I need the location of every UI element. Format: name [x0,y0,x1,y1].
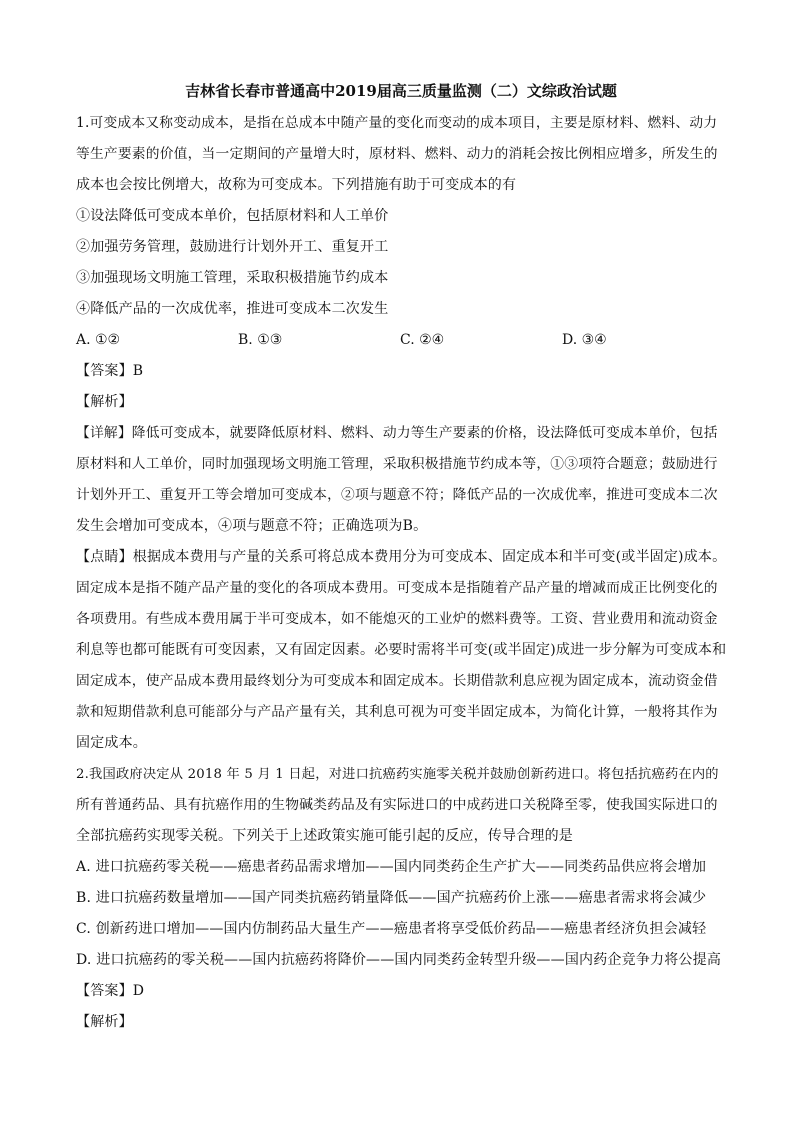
q2-analysis-heading: 【解析】 [76,1014,133,1030]
q1-stem-line: 1.可变成本又称变动成本，是指在总成本中随产量的变化而变动的成本项目，主要是原材料、燃料、动力 [76,115,718,131]
q1-option-d: D. ③④ [562,332,607,348]
q2-stem-line: 全部抗癌药实现零关税。下列关于上述政策实施可能引起的反应，传导合理的是 [76,828,573,844]
q1-options [76,325,726,356]
q1-tip-line: 固定成本是指不随产品产量的变化的各项成本费用。可变成本是指随着产品产量的增减而成正比例变化的 [76,580,718,596]
q2-stem-line: 2.我国政府决定从 2018 年 5 月 1 日起，对进口抗癌药实施零关税并鼓励创新药进口。将包括抗癌药在内的 [76,767,719,782]
q2-answer: 【答案】D [76,983,145,999]
q1-item: ④降低产品的一次成优率，推进可变成本二次发生 [76,301,389,317]
q1-answer: 【答案】B [76,363,144,379]
q1-tip-line: 【点睛】根据成本费用与产量的关系可将总成本费用分为可变成本、固定成本和半可变(或半固定)成本。 [76,549,727,565]
q1-tip-line: 固定成本，使产品成本费用最终划分为可变成本和固定成本。长期借款利息应视为固定成本，流动资金借 [76,673,718,689]
q1-detail-line: 原材料和人工单价，同时加强现场文明施工管理，采取积极措施节约成本等，①③项符合题意；鼓励进行 [76,456,718,472]
q1-tip-line: 款和短期借款利息可能部分与产品产量有关，其利息可视为可变半固定成本，为简化计算，一般将其作为 [76,704,718,720]
q1-tip-line: 固定成本。 [76,735,147,751]
q2-stem-line: 所有普通药品、具有抗癌作用的生物碱类药品及有实际进口的中成药进口关税降至零，使我国实际进口的 [76,797,718,813]
q1-option-c: C. ②④ [400,332,445,348]
page-title: 吉林省长春市普通高中2019届高三质量监测（二）文综政治试题 [185,82,617,100]
q1-detail-line: 计划外开工、重复开工等会增加可变成本，②项与题意不符；降低产品的一次成优率，推进可变成本二次 [76,487,718,503]
q1-item: ②加强劳务管理，鼓励进行计划外开工、重复开工 [76,239,389,255]
q1-tip-line: 利息等也都可能既有可变因素，又有固定因素。必要时需将半可变(或半固定)成进一步分解为可变成本和 [76,642,727,658]
q1-item: ①设法降低可变成本单价，包括原材料和人工单价 [76,208,389,224]
q1-item: ③加强现场文明施工管理，采取积极措施节约成本 [76,270,389,286]
q2-option-b: B. 进口抗癌药数量增加——国产同类抗癌药销量降低——国产抗癌药价上涨——癌患者需求将会减少 [76,890,707,906]
q1-detail-line: 【详解】降低可变成本，就要降低原材料、燃料、动力等生产要素的价格，设法降低可变成本单价，包括 [76,425,718,441]
q1-stem-line: 成本也会按比例增大，故称为可变成本。下列措施有助于可变成本的有 [76,177,517,193]
q2-option-a: A. 进口抗癌药零关税——癌患者药品需求增加——国内同类药企生产扩大——同类药品供应将会增加 [76,859,707,875]
q1-option-b: B. ①③ [238,332,283,348]
q2-option-d: D. 进口抗癌药的零关税——国内抗癌药将降价——国内同类药金转型升级——国内药企竞争力将公提高 [76,952,722,968]
q1-tip-line: 各项费用。有些成本费用属于半可变成本，如不能熄灭的工业炉的燃料费等。工资、营业费用和流动资金 [76,611,718,627]
q2-option-c: C. 创新药进口增加——国内仿制药品大量生产——癌患者将享受低价药品——癌患者经济负担会减轻 [76,921,707,937]
document-page [76,74,726,1038]
q1-option-a: A. ①② [76,332,121,348]
q1-stem-line: 等生产要素的价值，当一定期间的产量增大时，原材料、燃料、动力的消耗会按比例相应增多，所发生的 [76,146,718,162]
q1-detail-line: 发生会增加可变成本，④项与题意不符；正确选项为B。 [76,518,428,534]
q1-analysis-heading: 【解析】 [76,394,133,410]
